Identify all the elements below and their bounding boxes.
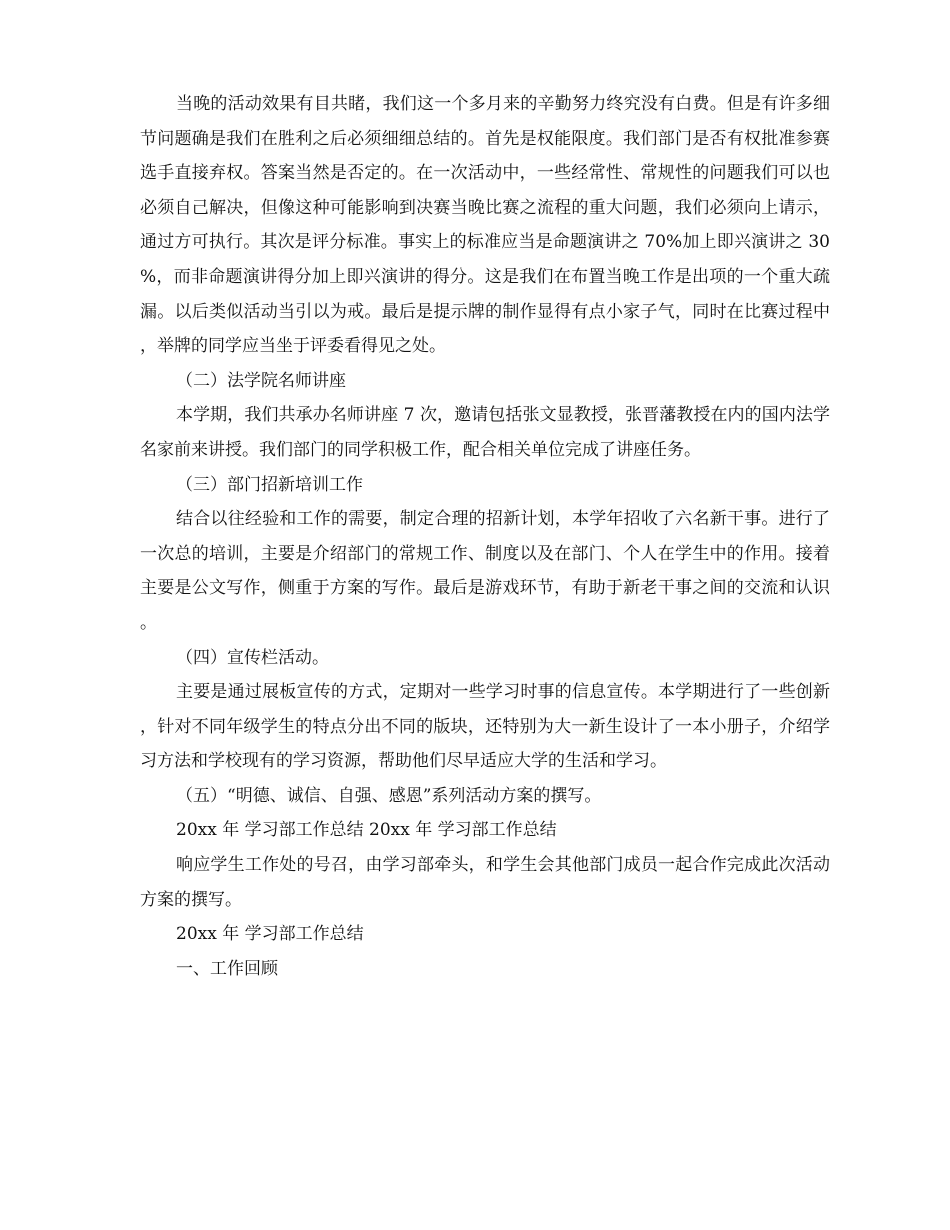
section-heading-work-review: 一、工作回顾: [176, 958, 278, 979]
title-line-summary: 20xx 年 学习部工作总结: [176, 924, 364, 945]
paragraph-recruitment: 结合以往经验和工作的需要，制定合理的招新计划，本学年招收了六名新干事。进行了一次总的培训，主要是介绍部门的常规工作、制度以及在部门、个人在学生中的作用。接着主要是公文写作，侧重于方案的写作。最后是游戏环节，有助于新老干事之间的交流和认识。: [140, 509, 830, 633]
section-heading-lectures: （二）法学院名师讲座: [176, 370, 346, 391]
section-heading-recruitment: （三）部门招新培训工作: [176, 474, 363, 495]
document-page: [140, 87, 830, 986]
paragraph-lectures: 本学期，我们共承办名师讲座 7 次，邀请包括张文显教授，张晋藩教授在内的国内法学名家前来讲授。我们部门的同学积极工作，配合相关单位完成了讲座任务。: [140, 405, 830, 460]
paragraph-bulletin: 主要是通过展板宣传的方式，定期对一些学习时事的信息宣传。本学期进行了一些创新，针对不同年级学生的特点分出不同的版块，还特别为大一新生设计了一本小册子，介绍学习方法和学校现有的学习资源，帮助他们尽早适应大学的生活和学习。: [140, 682, 830, 772]
section-heading-campaign: （五）“明德、诚信、自强、感恩”系列活动方案的撰写。: [176, 785, 602, 806]
title-line-summary-repeat: 20xx 年 学习部工作总结 20xx 年 学习部工作总结: [176, 820, 557, 841]
paragraph-campaign: 响应学生工作处的号召，由学习部牵头，和学生会其他部门成员一起合作完成此次活动方案的撰写。: [140, 855, 830, 910]
section-heading-bulletin: （四）宣传栏活动。: [176, 647, 329, 668]
paragraph-event-review: 当晚的活动效果有目共睹，我们这一个多月来的辛勤努力终究没有白费。但是有许多细节问题确是我们在胜利之后必须细细总结的。首先是权能限度。我们部门是否有权批准参赛选手直接弃权。答案当然是否定的。在一次活动中，一些经常性、常规性的问题我们可以也必须自己解决，但像这种可能影响到决赛当晚比赛之流程的重大问题，我们必须向上请示，通过方可执行。其次是评分标准。事实上的标准应当是命题演讲之 70%加上即兴演讲之 30%，而非命题演讲得分加上即兴演讲的得分。这是我们在布置当晚工作是出项的一个重大疏漏。以后类似活动当引以为戒。最后是提示牌的制作显得有点小家子气，同时在比赛过程中，举牌的同学应当坐于评委看得见之处。: [140, 94, 830, 357]
